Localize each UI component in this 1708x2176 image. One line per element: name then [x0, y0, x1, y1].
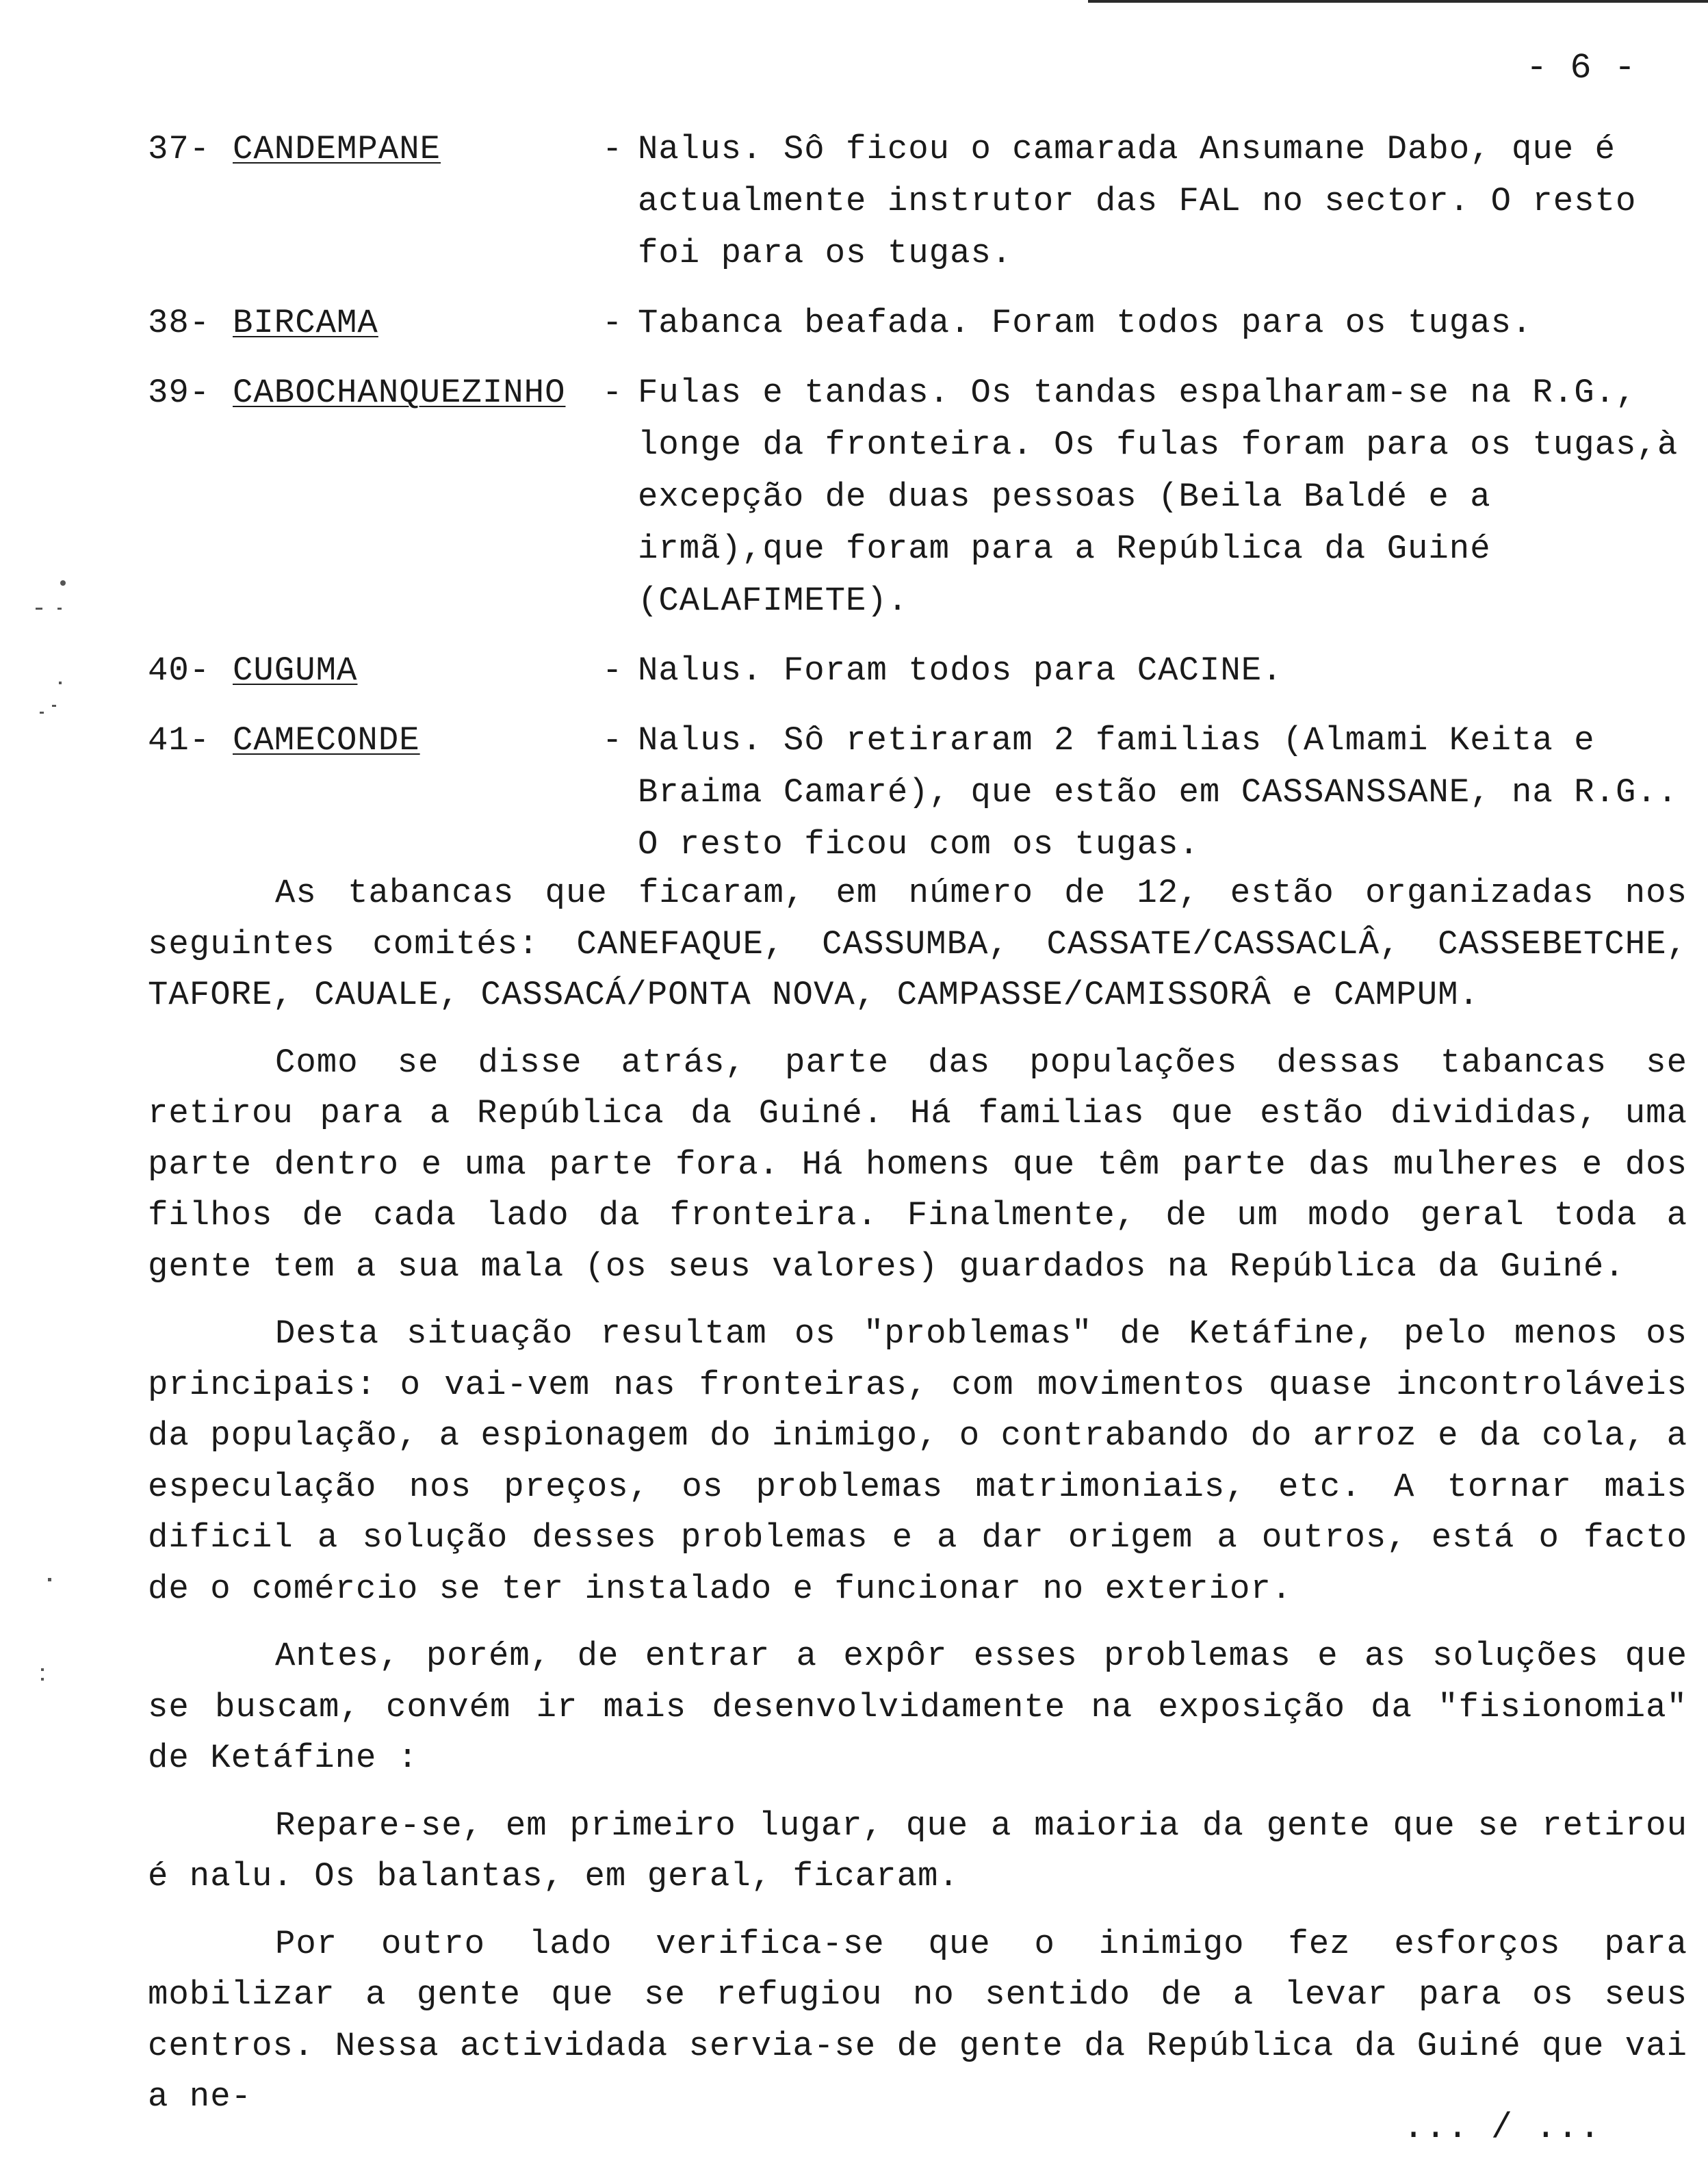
entry-number: 40- — [148, 651, 211, 690]
list-item — [148, 123, 1687, 279]
paragraph: Antes, porém, de entrar a expôr esses problemas e as soluções que se buscam, convém ir mais desenvolvidamente na exposição da "fisionomia" de Ketáfine : — [148, 1637, 1687, 1777]
entry-dash: - — [602, 721, 623, 760]
margin-mark — [59, 682, 62, 684]
list-item — [148, 645, 1687, 697]
paragraph: Por outro lado verifica-se que o inimigo fez esforços para mobilizar a gente que se refugiou no sentido de a levar para os seus centros. Nessa actividada servia-se de gente da República da Guiné que vai a ne- — [148, 1924, 1687, 2116]
list-item — [148, 297, 1687, 349]
entry-name: CUGUMA — [233, 651, 358, 690]
entry-number: 38- — [148, 304, 211, 342]
paragraph: Como se disse atrás, parte das populações dessas tabancas se retirou para a República da Guiné. Há familias que estão divididas, uma parte dentro e uma parte fora. Há homens que têm parte das mulheres e dos filhos de cada lado da fronteira. Finalmente, de um modo geral toda a gente tem a sua mala (os seus valores) guardados na República da Guiné. — [148, 1043, 1687, 1286]
margin-mark — [40, 712, 44, 714]
entry-description: Tabanca beafada. Foram todos para os tugas. — [638, 304, 1533, 342]
entry-name: CANDEMPANE — [233, 130, 441, 168]
entry-name: CAMECONDE — [233, 721, 420, 760]
body-text — [148, 868, 1687, 2139]
continuation-mark: ... / ... — [1403, 2108, 1601, 2148]
margin-mark — [48, 1578, 51, 1581]
entry-name: CABOCHANQUEZINHO — [233, 374, 566, 412]
margin-mark — [52, 705, 56, 707]
top-rule — [1088, 0, 1708, 3]
entry-number: 41- — [148, 721, 211, 760]
entry-number: 37- — [148, 130, 211, 168]
entry-dash: - — [602, 374, 623, 412]
entry-number: 39- — [148, 374, 211, 412]
margin-mark — [57, 608, 62, 610]
margin-mark — [41, 1678, 44, 1681]
tabanca-list — [148, 123, 1687, 888]
margin-mark — [36, 608, 42, 610]
entry-dash: - — [602, 304, 623, 342]
entry-description: Nalus. Foram todos para CACINE. — [638, 651, 1283, 690]
paragraph: Repare-se, em primeiro lugar, que a maioria da gente que se retirou é nalu. Os balantas, em geral, ficaram. — [148, 1806, 1687, 1895]
paragraph: Desta situação resultam os "problemas" de Ketáfine, pelo menos os principais: o vai-vem nas fronteiras, com movimentos quase incontroláveis da população, a espionagem do inimigo, o contrabando do arroz e da cola, a especulação nos preços, os problemas matrimoniais, etc. A tornar mais dificil a solução desses problemas e a dar origem a outros, está o facto de o comércio se ter instalado e funcionar no exterior. — [148, 1314, 1687, 1608]
paragraph: As tabancas que ficaram, em número de 12, estão organizadas nos seguintes comités: CANEFAQUE, CASSUMBA, CASSATE/CASSACLÂ, CASSEBETCHE, TAFORE, CAUALE, CASSACÁ/PONTA NOVA, CAMPASSE/CAMISSORÂ e CAMPUM. — [148, 874, 1687, 1014]
page-number: - 6 - — [1526, 48, 1637, 88]
margin-mark — [60, 580, 66, 586]
entry-name: BIRCAMA — [233, 304, 378, 342]
entry-description: Nalus. Sô ficou o camarada Ansumane Dabo, que é actualmente instrutor das FAL no sector. O resto foi para os tugas. — [638, 130, 1637, 272]
entry-dash: - — [602, 651, 623, 690]
list-item — [148, 714, 1687, 870]
entry-description: Fulas e tandas. Os tandas espalharam-se na R.G., longe da fronteira. Os fulas foram para os tugas,à excepção de duas pessoas (Beila Baldé e a irmã),que foram para a República da Guiné (CALAFIMETE). — [638, 374, 1679, 620]
margin-mark — [41, 1668, 44, 1671]
entry-dash: - — [602, 130, 623, 168]
entry-description: Nalus. Sô retiraram 2 familias (Almami Keita e Braima Camaré), que estão em CASSANSSANE, na R.G.. O resto ficou com os tugas. — [638, 721, 1679, 864]
list-item — [148, 367, 1687, 627]
